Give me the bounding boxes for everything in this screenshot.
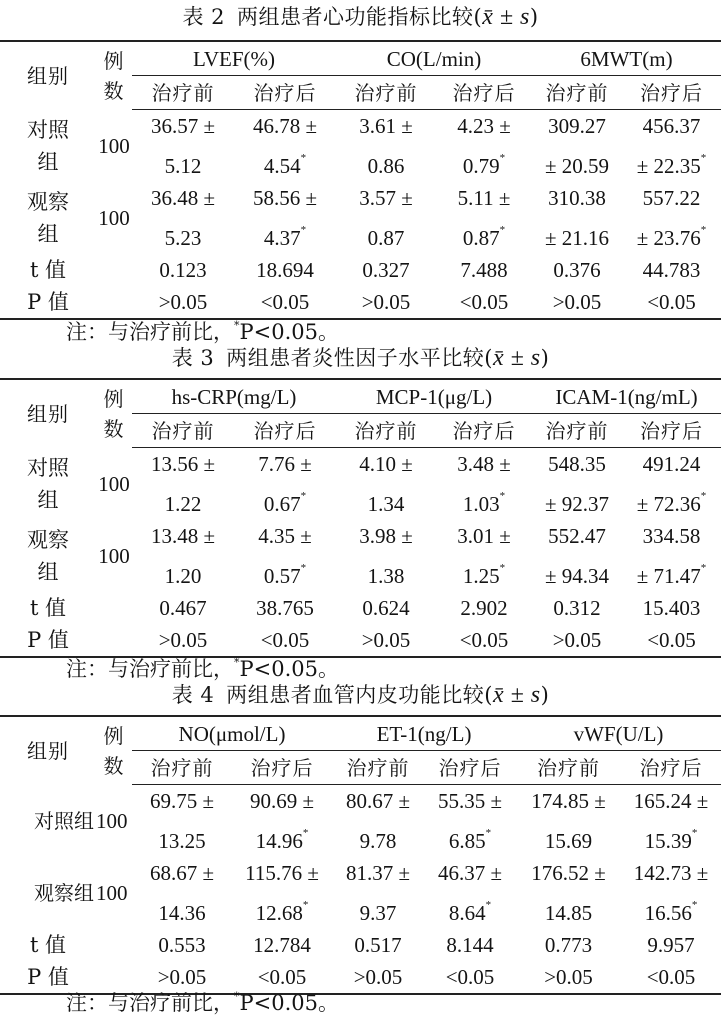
row-label: t 值 [29, 933, 67, 957]
row-n: 100 [98, 133, 130, 158]
table4-row-observe [0, 857, 721, 929]
table2-sub-after-3: 治疗后 [622, 76, 721, 110]
table3-row-observe [0, 520, 721, 592]
data-cell: 5.11 ± 0.87* [457, 186, 511, 250]
table2-title: 两组患者心功能指标比较( [236, 5, 483, 29]
data-cell: 13.56 ± 1.22 [150, 452, 216, 516]
t-cell: 0.553 [158, 933, 206, 957]
p-cell: <0.05 [436, 624, 532, 657]
table3-number: 表 3 [171, 346, 215, 370]
data-cell: 46.78 ± 4.54* [252, 114, 318, 178]
data-cell: 4.10 ± 1.34 [359, 452, 413, 516]
table4-sub-before-2: 治疗前 [332, 751, 424, 785]
table3-header-n: 例数 [96, 379, 132, 448]
data-cell: 36.57 ± 5.12 [150, 114, 216, 178]
t-cell: 18.694 [256, 258, 314, 282]
data-cell: 4.23 ± 0.79* [457, 114, 511, 178]
table4-title-close: ) [540, 683, 550, 707]
table4-note: 注：与治疗前比，*P<0.05。 [66, 990, 339, 1015]
table4-sub-after-3: 治疗后 [621, 751, 721, 785]
data-cell: 55.35 ± 6.85* [438, 789, 503, 853]
table4-header-n: 例数 [96, 716, 132, 785]
data-cell: 557.22 ± 23.76* [636, 186, 707, 250]
table2-row-t [0, 254, 721, 286]
p-cell: <0.05 [621, 961, 721, 994]
table3-mean-sd-symbol: x̄ ± s [492, 345, 541, 371]
table3-title-close: ) [540, 346, 550, 370]
table4-mean-sd-symbol: x̄ ± s [492, 682, 541, 708]
table2-sub-before-1: 治疗前 [132, 76, 234, 110]
t-cell: 15.403 [642, 596, 701, 620]
table2-row-control [0, 110, 721, 183]
table2-sub-before-3: 治疗前 [532, 76, 622, 110]
t-cell: 0.376 [553, 258, 601, 282]
data-cell: 80.67 ± 9.78 [346, 789, 411, 853]
table3 [0, 378, 721, 658]
table4-caption [0, 680, 721, 710]
p-cell: <0.05 [622, 286, 721, 319]
row-n: 100 [98, 544, 130, 568]
table4-row-control [0, 785, 721, 858]
p-cell: >0.05 [132, 286, 234, 319]
row-n: 100 [98, 471, 130, 496]
table4-header-et1: ET-1(ng/L) [332, 716, 516, 751]
t-cell: 12.784 [253, 933, 311, 957]
table4-sub-after-1: 治疗后 [232, 751, 332, 785]
row-n: 100 [98, 206, 130, 230]
data-cell: 456.37 ± 22.35* [636, 114, 707, 178]
table3-sub-after-1: 治疗后 [234, 414, 336, 448]
t-cell: 8.144 [446, 933, 494, 957]
table4-header-vwf: vWF(U/L) [516, 716, 721, 751]
t-cell: 38.765 [256, 596, 314, 620]
table2-caption [0, 2, 721, 32]
data-cell: 142.73 ± 16.56* [633, 861, 709, 925]
t-cell: 2.902 [460, 596, 508, 620]
t-cell: 9.957 [647, 933, 695, 957]
p-cell: <0.05 [234, 286, 336, 319]
row-label: t 值 [29, 258, 67, 282]
t-cell: 0.123 [159, 258, 207, 282]
table3-title: 两组患者炎性因子水平比较( [226, 346, 493, 370]
table2-row-observe [0, 182, 721, 254]
table2-sub-after-2: 治疗后 [436, 76, 532, 110]
table3-row-t [0, 592, 721, 624]
table2-header-group: 组别 [0, 41, 96, 110]
table3-sub-after-3: 治疗后 [622, 414, 721, 448]
table2-note: 注：与治疗前比，*P<0.05。 [66, 319, 339, 344]
data-cell: 548.35 ± 92.37 [545, 452, 610, 516]
p-cell: >0.05 [516, 961, 621, 994]
table3-sub-before-3: 治疗前 [532, 414, 622, 448]
row-n: 100 [96, 808, 128, 833]
table2-title-close: ) [529, 5, 539, 29]
data-cell: 491.24 ± 72.36* [636, 452, 707, 516]
data-cell: 3.61 ± 0.86 [359, 114, 413, 178]
data-cell: 3.48 ± 1.03* [457, 452, 511, 516]
p-cell: >0.05 [332, 961, 424, 994]
data-cell: 3.01 ± 1.25* [457, 524, 511, 588]
p-cell: <0.05 [622, 624, 721, 657]
table3-row-control [0, 448, 721, 521]
table3-note: 注：与治疗前比，*P<0.05。 [66, 656, 339, 681]
data-cell: 552.47 ± 94.34 [545, 524, 610, 588]
table3-sub-before-1: 治疗前 [132, 414, 234, 448]
p-cell: >0.05 [336, 624, 436, 657]
row-label: P 值 [0, 961, 96, 994]
p-cell: <0.05 [436, 286, 532, 319]
data-cell: 46.37 ± 8.64* [438, 861, 503, 925]
p-cell: >0.05 [532, 624, 622, 657]
p-cell: >0.05 [132, 961, 232, 994]
p-cell: >0.05 [132, 624, 234, 657]
data-cell: 90.69 ± 14.96* [249, 789, 315, 853]
row-label: 观察组 [34, 881, 94, 905]
data-cell: 115.76 ± 12.68* [245, 861, 319, 925]
data-cell: 174.85 ± 15.69 [531, 789, 606, 853]
p-cell: >0.05 [532, 286, 622, 319]
row-label: P 值 [0, 286, 96, 319]
t-cell: 0.312 [553, 596, 601, 620]
row-label: t 值 [29, 596, 67, 620]
table2-header-co: CO(L/min) [336, 41, 532, 76]
data-cell: 309.27 ± 20.59 [544, 114, 610, 178]
t-cell: 0.467 [159, 596, 207, 620]
t-cell: 0.773 [544, 933, 593, 957]
table4-number: 表 4 [171, 683, 215, 707]
data-cell: 334.58 ± 71.47* [636, 524, 707, 588]
t-cell: 7.488 [460, 258, 508, 282]
data-cell: 13.48 ± 1.20 [150, 524, 216, 588]
table2-mean-sd-symbol: x̄ ± s [482, 4, 530, 30]
table4-row-t [0, 929, 721, 961]
table3-header-icam1: ICAM-1(ng/mL) [532, 379, 721, 414]
data-cell: 36.48 ± 5.23 [150, 186, 216, 250]
p-cell: <0.05 [234, 624, 336, 657]
data-cell: 165.24 ± 15.39* [633, 789, 709, 853]
data-cell: 176.52 ± 14.85 [531, 861, 606, 925]
data-cell: 81.37 ± 9.37 [346, 861, 411, 925]
t-cell: 0.327 [362, 258, 410, 282]
data-cell: 3.57 ± 0.87 [359, 186, 413, 250]
data-cell: 69.75 ± 13.25 [149, 789, 215, 853]
t-cell: 44.783 [642, 258, 701, 282]
data-cell: 310.38 ± 21.16 [544, 186, 610, 250]
table2-header-lvef: LVEF(%) [132, 41, 336, 76]
row-label: 观察组 [27, 190, 69, 246]
table4-header-no: NO(μmol/L) [132, 716, 332, 751]
data-cell: 3.98 ± 1.38 [359, 524, 413, 588]
table4-header-group: 组别 [0, 716, 96, 785]
row-label: 对照组 [34, 808, 94, 833]
table4 [0, 715, 721, 995]
row-n: 100 [96, 881, 128, 905]
data-cell: 7.76 ± 0.67* [258, 452, 312, 516]
p-cell: >0.05 [336, 286, 436, 319]
table2-sub-after-1: 治疗后 [234, 76, 336, 110]
row-label: 对照组 [27, 455, 69, 512]
row-label: 对照组 [27, 117, 69, 174]
data-cell: 68.67 ± 14.36 [149, 861, 215, 925]
row-label: 观察组 [27, 528, 69, 584]
table2 [0, 40, 721, 320]
table2-header-n: 例数 [96, 41, 132, 110]
t-cell: 0.517 [354, 933, 402, 957]
table4-title: 两组患者血管内皮功能比较( [226, 683, 493, 707]
table3-header-hscrp: hs-CRP(mg/L) [132, 379, 336, 414]
table3-header-mcp1: MCP-1(μg/L) [336, 379, 532, 414]
table2-header-6mwt: 6MWT(m) [532, 41, 721, 76]
p-cell: <0.05 [232, 961, 332, 994]
table3-header-group: 组别 [0, 379, 96, 448]
data-cell: 4.35 ± 0.57* [258, 524, 312, 588]
table4-sub-after-2: 治疗后 [424, 751, 516, 785]
data-cell: 58.56 ± 4.37* [252, 186, 318, 250]
t-cell: 0.624 [362, 596, 410, 620]
table4-sub-before-3: 治疗前 [516, 751, 621, 785]
table2-number: 表 2 [182, 5, 225, 29]
table3-sub-before-2: 治疗前 [336, 414, 436, 448]
table3-caption [0, 343, 721, 373]
table3-sub-after-2: 治疗后 [436, 414, 532, 448]
p-cell: <0.05 [424, 961, 516, 994]
table4-sub-before-1: 治疗前 [132, 751, 232, 785]
table2-sub-before-2: 治疗前 [336, 76, 436, 110]
row-label: P 值 [0, 624, 96, 657]
